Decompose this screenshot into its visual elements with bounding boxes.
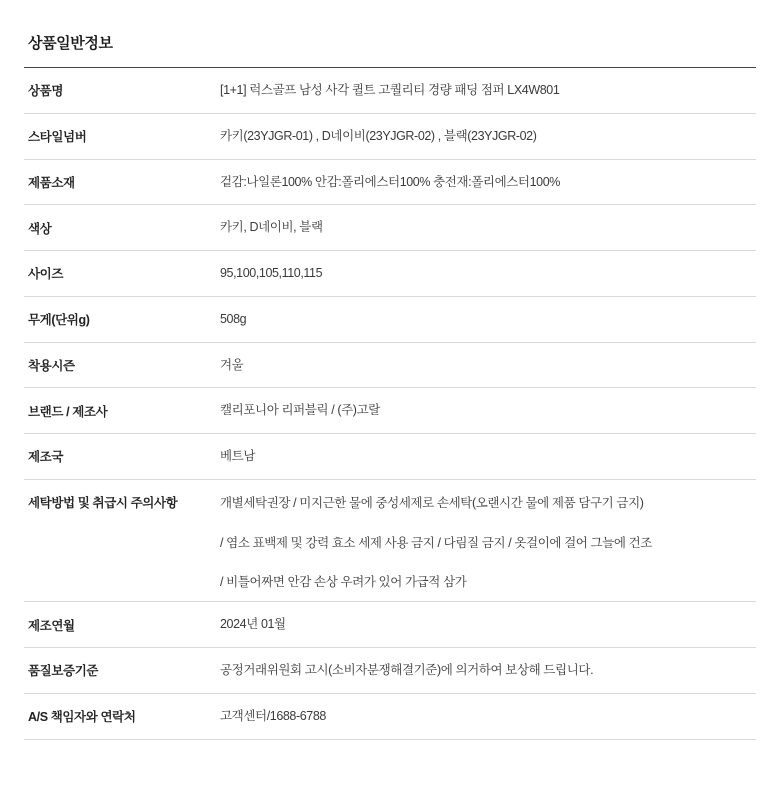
- table-row: [24, 159, 756, 205]
- row-label: 스타일넘버: [28, 130, 87, 145]
- row-label: A/S 책임자와 연락처: [28, 710, 136, 725]
- table-row: [24, 479, 756, 524]
- row-label: 착용시즌: [28, 358, 75, 373]
- row-value: 고객센터/1688-6788: [220, 708, 326, 723]
- row-value: 개별세탁권장 / 미지근한 물에 중성세제로 손세탁(오랜시간 물에 제품 담구기 금지): [220, 495, 644, 510]
- row-value: 캘리포니아 리퍼블릭 / (주)고랄: [220, 403, 380, 418]
- table-row: [24, 648, 756, 694]
- row-label: 상품명: [28, 84, 64, 99]
- table-row: [24, 296, 756, 342]
- table-row: [24, 68, 756, 114]
- table-row: [24, 434, 756, 480]
- table-row: [24, 113, 756, 159]
- row-value: 카키(23YJGR-01) , D네이비(23YJGR-02) , 블랙(23YJGR-02): [220, 128, 537, 143]
- row-value: [1+1] 럭스골프 남성 사각 퀼트 고퀄리티 경량 패딩 점퍼 LX4W801: [220, 83, 560, 97]
- row-value: 95,100,105,110,115: [220, 266, 323, 280]
- row-value: 겉감:나일론100% 안감:폴리에스터100% 충전재:폴리에스터100%: [220, 174, 560, 189]
- table-row-continuation: [24, 524, 756, 563]
- table-row-continuation: [24, 563, 756, 602]
- table-row: [24, 251, 756, 297]
- row-label: 무게(단위g): [28, 313, 90, 328]
- product-info-table: [24, 67, 756, 740]
- table-row: [24, 693, 756, 739]
- row-label-empty: [24, 524, 220, 563]
- row-value: 공정거래위원회 고시(소비자분쟁해결기준)에 의거하여 보상해 드립니다.: [220, 663, 594, 677]
- row-label: 색상: [28, 221, 52, 236]
- row-label: 제조국: [28, 450, 64, 465]
- row-label-empty: [24, 563, 220, 602]
- row-label: 제품소재: [28, 175, 75, 190]
- row-label: 품질보증기준: [28, 664, 99, 679]
- row-label: 제조연월: [28, 618, 75, 633]
- page-title: 상품일반정보: [28, 35, 113, 52]
- table-row: [24, 205, 756, 251]
- row-label: 사이즈: [28, 267, 64, 282]
- row-value: 카키, D네이비, 블랙: [220, 220, 323, 235]
- table-row: [24, 342, 756, 388]
- row-label: 세탁방법 및 취급시 주의사항: [28, 495, 178, 510]
- row-value: 2024년 01월: [220, 617, 286, 632]
- row-value: 508g: [220, 311, 247, 326]
- row-value: / 비틀어짜면 안감 손상 우려가 있어 가급적 삼가: [220, 574, 467, 589]
- row-label: 브랜드 / 제조사: [28, 404, 108, 419]
- row-value: / 염소 표백제 및 강력 효소 세제 사용 금지 / 다림질 금지 / 옷걸이에 걸어 그늘에 건조: [220, 535, 652, 550]
- table-row: [24, 602, 756, 648]
- row-value: 베트남: [220, 449, 256, 463]
- row-value: 겨울: [220, 357, 244, 372]
- table-row: [24, 388, 756, 434]
